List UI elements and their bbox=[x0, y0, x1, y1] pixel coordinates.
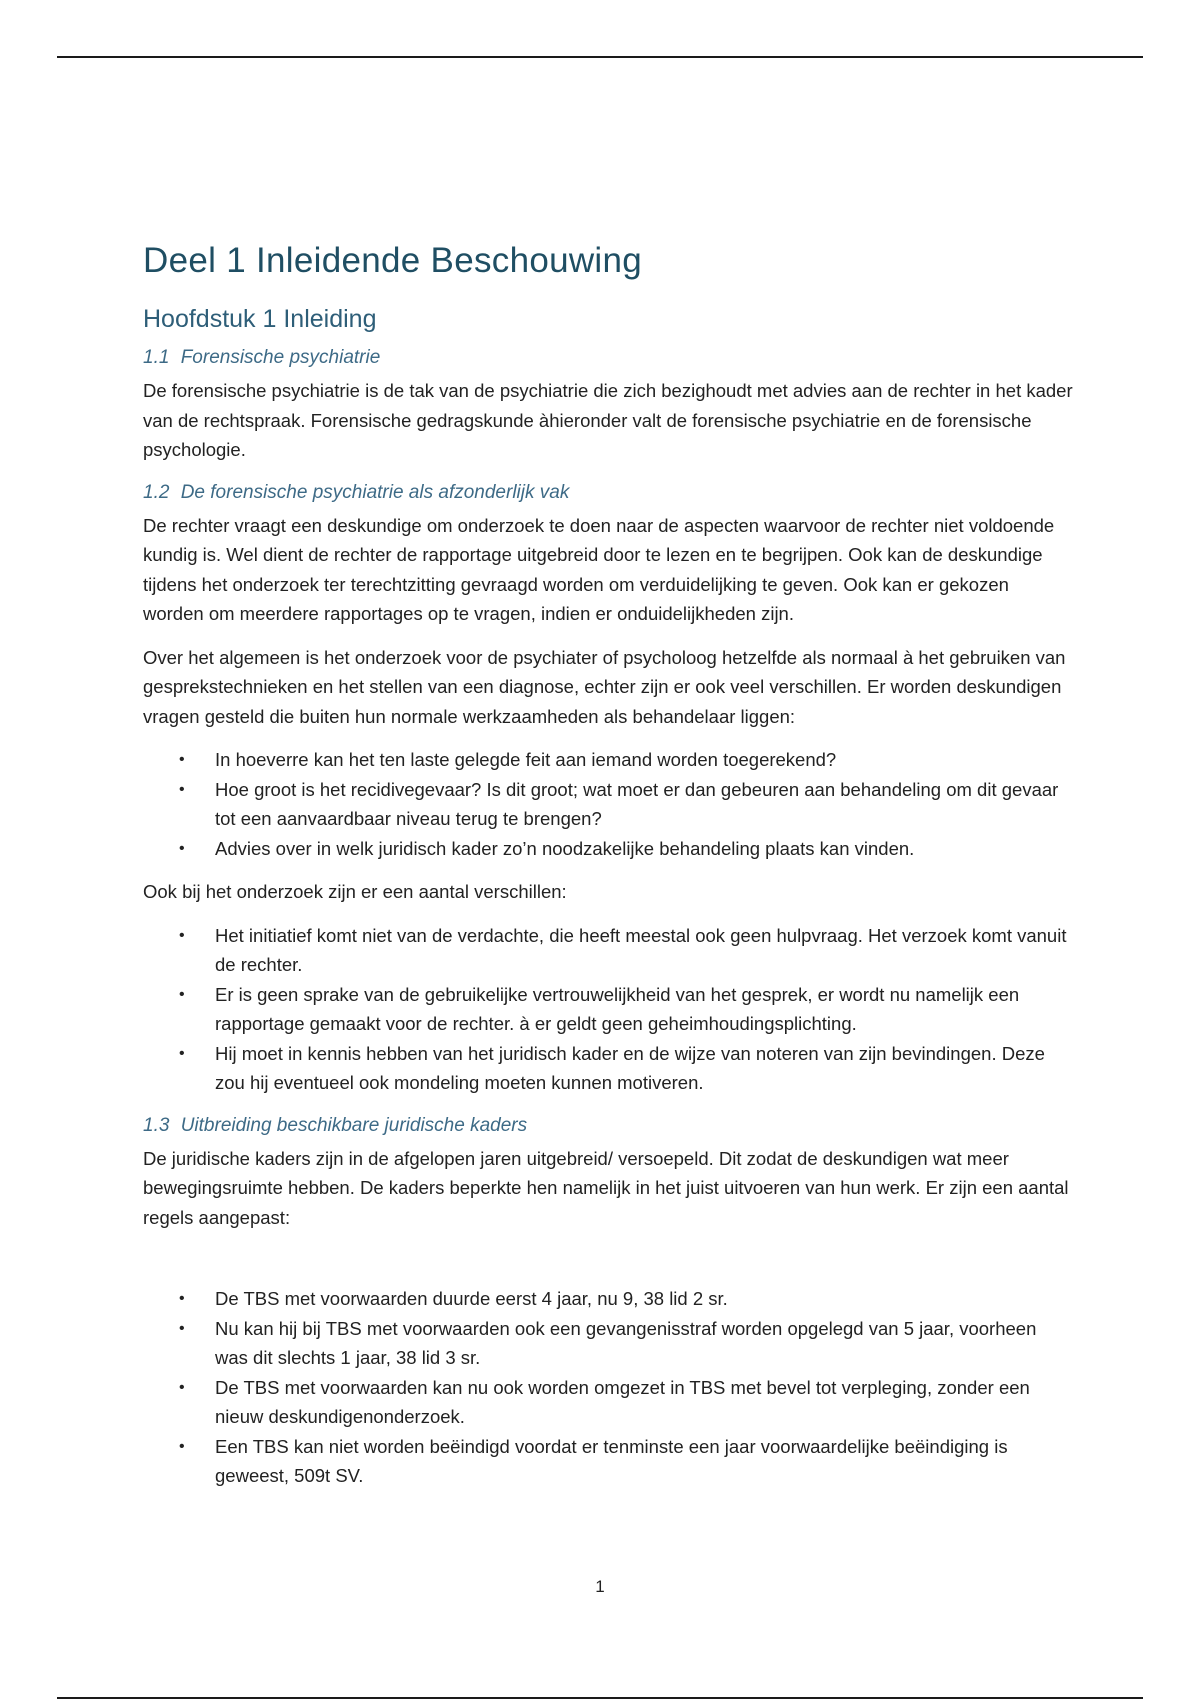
list-item-text: Nu kan hij bij TBS met voorwaarden ook een gevangenisstraf worden opgelegd van 5 jaar, voorheen was dit slechts 1 jaar, 38 lid 3 sr. bbox=[215, 1317, 1037, 1368]
list-item bbox=[143, 1432, 1073, 1491]
bullet-icon: • bbox=[179, 985, 185, 1003]
part-title: Deel 1 Inleidende Beschouwing bbox=[143, 241, 643, 280]
footer-rule bbox=[57, 1697, 1143, 1699]
list-item bbox=[143, 921, 1073, 980]
bullet-icon: • bbox=[179, 1437, 185, 1455]
list-item-text: Er is geen sprake van de gebruikelijke vertrouwelijkheid van het gesprek, er wordt nu namelijk een rapportage gemaakt voor de rechter. à er geldt geen geheimhoudingsplichting. bbox=[215, 983, 1020, 1034]
bullet-icon: • bbox=[179, 1290, 185, 1307]
section-heading-1-3 bbox=[143, 1112, 1073, 1140]
list-item-text: Het initiatief komt niet van de verdachte, die heeft meestal ook geen hulpvraag. Het verzoek komt vanuit de rechter. bbox=[215, 924, 1067, 975]
bullet-icon: • bbox=[179, 926, 185, 944]
paragraph: De juridische kaders zijn in de afgelopen jaren uitgebreid/ versoepeld. Dit zodat de deskundigen wat meer bewegingsruimte hebben. De kaders beperkte hen namelijk in het juist uitvoeren van hun werk. Er zijn een aantal regels aangepast: bbox=[143, 1147, 1069, 1228]
paragraph: De forensische psychiatrie is de tak van de psychiatrie die zich bezighoudt met advies aan de rechter in het kader van de rechtspraak. Forensische gedragskunde àhieronder valt de forensische psychiatrie en de forensische psychologie. bbox=[143, 380, 1073, 460]
spacer bbox=[143, 1246, 1073, 1280]
header-rule bbox=[57, 56, 1143, 58]
bullet-icon: • bbox=[179, 780, 185, 798]
list-item-text: In hoeverre kan het ten laste gelegde feit aan iemand worden toegerekend? bbox=[215, 749, 837, 770]
list-item bbox=[143, 1039, 1073, 1098]
list-item bbox=[143, 775, 1073, 834]
list-item bbox=[143, 745, 1073, 775]
section-heading-1-1 bbox=[143, 344, 1073, 372]
section-number: 1.3 bbox=[143, 1114, 170, 1136]
list-item bbox=[143, 1314, 1073, 1373]
bullet-icon: • bbox=[179, 1044, 185, 1062]
section-number: 1.2 bbox=[143, 481, 170, 503]
bullet-icon: • bbox=[179, 1378, 185, 1396]
page-number: 1 bbox=[595, 1577, 605, 1596]
section-title: De forensische psychiatrie als afzonderlijk vak bbox=[180, 481, 570, 503]
list-item-text: De TBS met voorwaarden duurde eerst 4 jaar, nu 9, 38 lid 2 sr. bbox=[215, 1288, 728, 1309]
list-item-text: De TBS met voorwaarden kan nu ook worden omgezet in TBS met bevel tot verpleging, zonder een nieuw deskundigenonderzoek. bbox=[215, 1376, 1030, 1427]
paragraph: Over het algemeen is het onderzoek voor de psychiater of psycholoog hetzelfde als normaal à het gebruiken van gesprekstechnieken en het stellen van een diagnose, echter zijn er ook veel verschillen. Er worden deskundigen vragen gesteld die buiten hun normale werkzaamheden als behandelaar liggen: bbox=[143, 646, 1066, 727]
bullet-icon: • bbox=[179, 751, 185, 768]
paragraph: De rechter vraagt een deskundige om onderzoek te doen naar de aspecten waarvoor de rechter niet voldoende kundig is. Wel dient de rechter de rapportage uitgebreid door te lezen en te begrijpen. Ook kan de deskundige tijdens het onderzoek ter terechtzitting gevraagd worden om verduidelijking te geven. Ook kan er gekozen worden om meerdere rapportages op te vragen, indien er onduidelijkheden zijn. bbox=[143, 514, 1055, 624]
list-item bbox=[143, 1373, 1073, 1432]
section-title: Uitbreiding beschikbare juridische kaders bbox=[180, 1114, 528, 1136]
list-item-text: Een TBS kan niet worden beëindigd voordat er tenminste een jaar voorwaardelijke beëindiging is geweest, 509t SV. bbox=[215, 1435, 1008, 1486]
paragraph: Ook bij het onderzoek zijn er een aantal verschillen: bbox=[143, 881, 567, 902]
list-item-text: Hoe groot is het recidivegevaar? Is dit groot; wat moet er dan gebeuren aan behandeling om dit gevaar tot een aanvaardbaar niveau terug te brengen? bbox=[215, 778, 1059, 829]
list-item bbox=[143, 980, 1073, 1039]
list-item-text: Advies over in welk juridisch kader zo’n noodzakelijke behandeling plaats kan vinden. bbox=[215, 837, 915, 859]
list-item bbox=[143, 1284, 1073, 1314]
page-content bbox=[143, 236, 1073, 1505]
section-title: Forensische psychiatrie bbox=[180, 347, 381, 368]
section-number: 1.1 bbox=[143, 347, 170, 368]
bullet-icon: • bbox=[179, 1319, 185, 1337]
bullet-list bbox=[143, 745, 1073, 863]
list-item bbox=[143, 834, 1073, 864]
list-item-text: Hij moet in kennis hebben van het juridisch kader en de wijze van noteren van zijn bevindingen. Deze zou hij eventueel ook mondeling moeten kunnen motiveren. bbox=[215, 1042, 1045, 1093]
bullet-list bbox=[143, 921, 1073, 1098]
chapter-title: Hoofdstuk 1 Inleiding bbox=[143, 305, 377, 333]
bullet-list bbox=[143, 1284, 1073, 1491]
bullet-icon: • bbox=[179, 839, 185, 857]
section-heading-1-2 bbox=[143, 479, 1073, 507]
